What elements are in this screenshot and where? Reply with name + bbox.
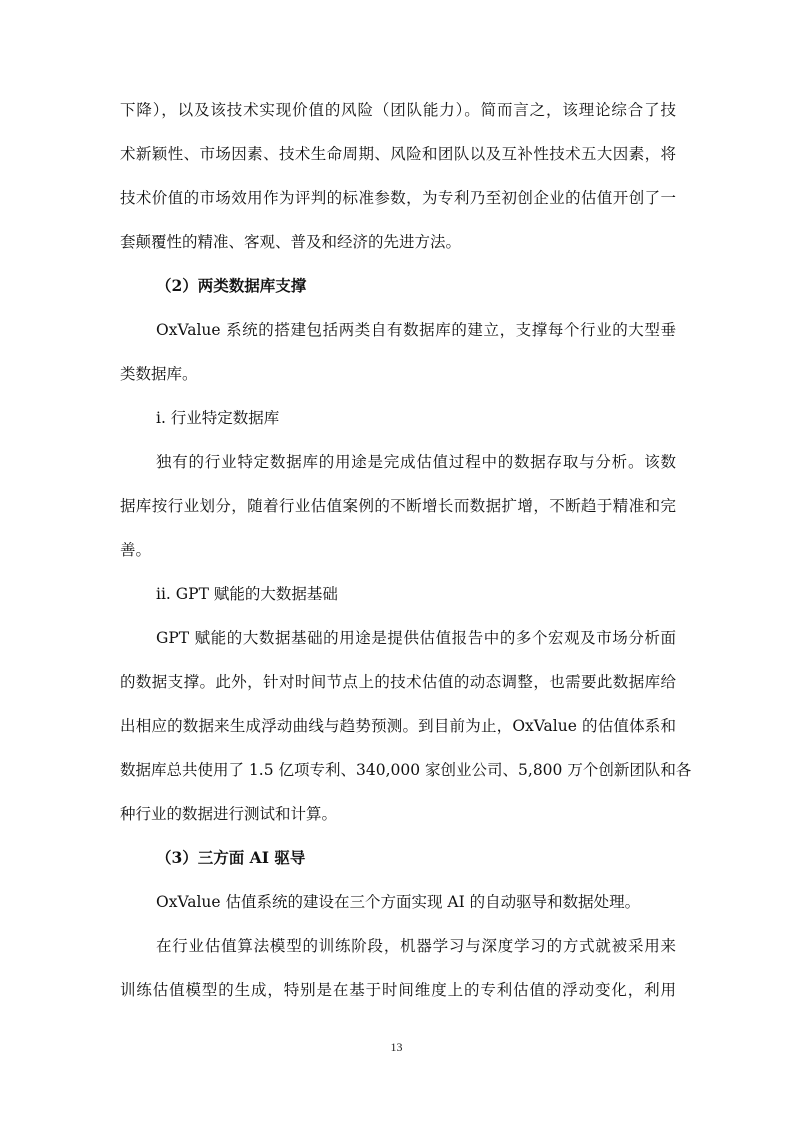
- paragraph-line: 技术价值的市场效用作为评判的标准参数，为专利乃至初创企业的估值开创了一: [120, 189, 676, 207]
- paragraph-line: 在行业估值算法模型的训练阶段，机器学习与深度学习的方式就被采用来: [156, 937, 676, 955]
- subsection-heading: i. 行业特定数据库: [156, 409, 280, 427]
- section-heading: （2）两类数据库支撑: [156, 276, 307, 295]
- paragraph-line: 术新颖性、市场因素、技术生命周期、风险和团队以及互补性技术五大因素，将: [120, 145, 676, 163]
- subsection-heading: ii. GPT 赋能的大数据基础: [156, 585, 338, 603]
- paragraph-line: 的数据支撑。此外，针对时间节点上的技术估值的动态调整，也需要此数据库给: [120, 673, 676, 691]
- paragraph-line: 下降），以及该技术实现价值的风险（团队能力）。简而言之，该理论综合了技: [120, 101, 676, 119]
- paragraph-line: 套颠覆性的精准、客观、普及和经济的先进方法。: [120, 233, 462, 251]
- paragraph-line: 出相应的数据来生成浮动曲线与趋势预测。到目前为止，OxValue 的估值体系和: [120, 717, 676, 735]
- paragraph-line: 独有的行业特定数据库的用途是完成估值过程中的数据存取与分析。该数: [156, 453, 676, 471]
- paragraph-line: 训练估值模型的生成，特别是在基于时间维度上的专利估值的浮动变化，利用: [120, 981, 676, 999]
- paragraph-line: 善。: [120, 541, 152, 559]
- paragraph-line: 类数据库。: [120, 365, 198, 383]
- paragraph-line: 种行业的数据进行测试和计算。: [120, 805, 338, 823]
- section-heading: （3）三方面 AI 驱导: [156, 848, 306, 867]
- paragraph-line: OxValue 估值系统的建设在三个方面实现 AI 的自动驱导和数据处理。: [156, 893, 641, 911]
- paragraph-line: GPT 赋能的大数据基础的用途是提供估值报告中的多个宏观及市场分析面: [156, 629, 676, 647]
- page-number: 13: [390, 1040, 403, 1054]
- paragraph-line: 据库按行业划分，随着行业估值案例的不断增长而数据扩增，不断趋于精准和完: [120, 497, 676, 515]
- paragraph-line: OxValue 系统的搭建包括两类自有数据库的建立，支撑每个行业的大型垂: [156, 321, 676, 339]
- paragraph-line: 数据库总共使用了 1.5 亿项专利、340,000 家创业公司、5,800 万个创新团队和各: [120, 761, 692, 779]
